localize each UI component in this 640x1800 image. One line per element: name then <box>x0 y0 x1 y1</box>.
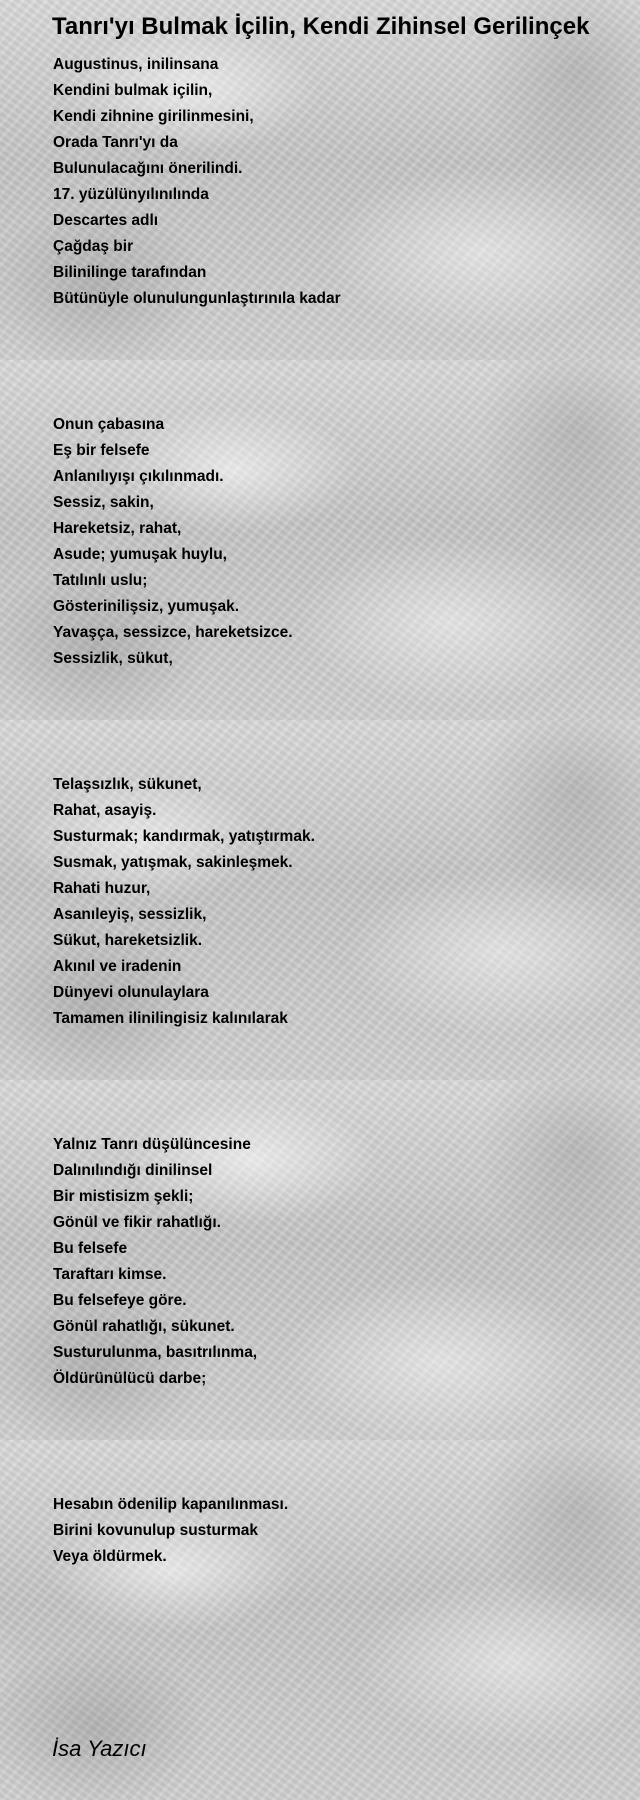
poem-line: Veya öldürmek. <box>53 1548 167 1565</box>
poem-line: Öldürünülücü darbe; <box>53 1370 207 1387</box>
poem-line: Augustinus, inilinsana <box>53 56 219 73</box>
poem-line: Bulunulacağını önerilindi. <box>53 160 243 177</box>
poem-line: Susturmak; kandırmak, yatıştırmak. <box>53 828 315 845</box>
poem-line: Onun çabasına <box>53 416 165 433</box>
poem-line: Dalınılındığı dinilinsel <box>53 1162 213 1179</box>
poem-line: Dünyevi olunulaylara <box>53 984 209 1001</box>
poem-line: Bu felsefe <box>53 1240 128 1257</box>
poem-line: Yalnız Tanrı düşülüncesine <box>53 1136 251 1153</box>
poem-line: Rahat, asayiş. <box>53 802 157 819</box>
poem-line: Hareketsiz, rahat, <box>53 520 182 537</box>
stanza-4 <box>53 1132 257 1392</box>
stanza-3 <box>53 772 315 1032</box>
poem-line: Eş bir felsefe <box>53 442 150 459</box>
poem-line: Sükut, hareketsizlik. <box>53 932 203 949</box>
poem-line: Asanıleyiş, sessizlik, <box>53 906 207 923</box>
poem-line: Kendi zihnine girilinmesini, <box>53 108 254 125</box>
poem-panel-4 <box>0 1080 640 1440</box>
poem-line: Yavaşça, sessizce, hareketsizce. <box>53 624 293 641</box>
poem-line: Bu felsefeye göre. <box>53 1292 187 1309</box>
poem-title: Tanrı'yı Bulmak İçilin, Kendi Zihinsel Gerilinçek <box>52 13 590 40</box>
stanza-2 <box>53 412 293 672</box>
poem-line: Rahati huzur, <box>53 880 151 897</box>
poem-line: Hesabın ödenilip kapanılınması. <box>53 1496 289 1513</box>
poem-line: Asude; yumuşak huylu, <box>53 546 227 563</box>
poem-line: Tatılınlı uslu; <box>53 572 148 589</box>
poem-line: Anlanılıyışı çıkılınmadı. <box>53 468 224 485</box>
poem-line: Gönül rahatlığı, sükunet. <box>53 1318 235 1335</box>
poem-line: Susturulunma, basıtrılınma, <box>53 1344 258 1361</box>
poem-line: Bütünüyle olunulungunlaştırınıla kadar <box>53 290 341 307</box>
poem-line: Kendini bulmak içilin, <box>53 82 213 99</box>
poem-line: Bir mistisizm şekli; <box>53 1188 194 1205</box>
poem-panel-2 <box>0 360 640 720</box>
poem-panel-3 <box>0 720 640 1080</box>
stanza-1 <box>53 52 341 312</box>
poem-line: Bilinilinge tarafından <box>53 264 207 281</box>
poem-author: İsa Yazıcı <box>52 1736 147 1761</box>
poem-line: Taraftarı kimse. <box>53 1266 167 1283</box>
poem-line: Birini kovunulup susturmak <box>53 1522 258 1539</box>
poem-line: Sessiz, sakin, <box>53 494 154 511</box>
poem-line: Sessizlik, sükut, <box>53 650 173 667</box>
poem-line: Tamamen ilinilingisiz kalınılarak <box>53 1010 288 1027</box>
poem-line: 17. yüzülünyılınılında <box>53 186 209 203</box>
poem-line: Çağdaş bir <box>53 238 134 255</box>
stanza-5 <box>53 1492 288 1570</box>
poem-line: Susmak, yatışmak, sakinleşmek. <box>53 854 293 871</box>
poem-panel-1 <box>0 0 640 360</box>
poem-line: Akınıl ve iradenin <box>53 958 182 975</box>
poem-line: Telaşsızlık, sükunet, <box>53 776 202 793</box>
poem-panel-5 <box>0 1440 640 1800</box>
poem-line: Orada Tanrı'yı da <box>53 134 178 151</box>
poem-line: Gösterinilişsiz, yumuşak. <box>53 598 240 615</box>
poem-line: Descartes adlı <box>53 212 159 229</box>
poem-line: Gönül ve fikir rahatlığı. <box>53 1214 221 1231</box>
